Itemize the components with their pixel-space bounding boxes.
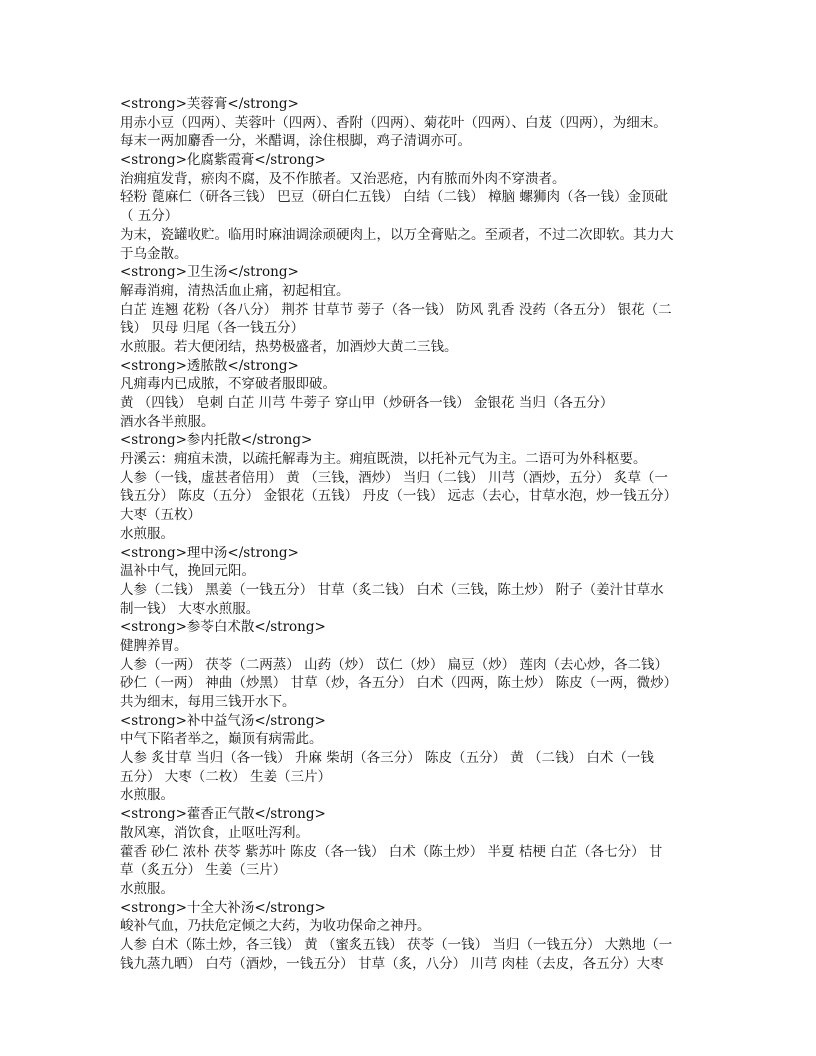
text-line: 白芷 连翘 花粉（各八分） 荆芥 甘草节 蒡子（各一钱） 防风 乳香 没药（各五分） 银花（二 [120,301,672,318]
text-line: 钱） 贝母 归尾（各一钱五分） [120,320,305,337]
text-line: 人参 白术（陈土炒，各三钱） 黄 （蜜炙五钱） 茯苓（一钱） 当归（一钱五分） 大熟地（一 [120,936,673,953]
text-line: 散风寒，消饮食，止呕吐泻利。 [120,824,309,841]
recipe-heading: <strong>参内托散</strong> [120,432,313,449]
recipe-heading: <strong>补中益气汤</strong> [120,712,326,729]
recipe-heading: <strong>藿香正气散</strong> [120,806,326,823]
text-line: 水煎服。 [120,880,174,897]
text-line: 水煎服。 [120,787,174,804]
text-line: （ 五分） [120,208,179,225]
recipe-heading: <strong>芙蓉膏</strong> [120,96,299,112]
text-line: 治痈疽发背，瘀肉不腐，及不作脓者。又治恶疮，内有脓而外肉不穿溃者。 [120,170,566,187]
text-line: 轻粉 蓖麻仁（研各三钱） 巴豆（研白仁五钱） 白结（二钱） 樟脑 螺狮肉（各一钱）金顶砒 [120,189,668,206]
text-line: 水煎服。若大便闭结，热势极盛者，加酒炒大黄二三钱。 [120,338,458,355]
text-line: 制一钱） 大枣水煎服。 [120,600,260,617]
text-line: 解毒消痈，清热活血止痛，初起相宜。 [120,282,350,299]
recipe-heading: <strong>参苓白术散</strong> [120,619,326,636]
recipe-heading: <strong>十全大补汤</strong> [120,899,326,916]
document-body [120,95,710,973]
text-line: 共为细末，每用三钱开水下。 [120,694,296,710]
text-line: 健脾养胃。 [120,637,188,654]
text-line: 丹溪云：痈疽未溃，以疏托解毒为主。痈疽既溃，以托补元气为主。二语可为外科枢要。 [120,451,647,468]
recipe-heading: <strong>卫生汤</strong> [120,264,299,281]
text-line: 人参（一钱，虚甚者倍用） 黄 （三钱，酒炒） 当归（二钱） 川芎（酒炒，五分） 炙草（一 [120,469,668,486]
text-line: 为末，瓷罐收贮。临用时麻油调涂顽硬肉上，以万全膏贴之。至顽者，不过二次即软。其力大 [120,226,674,243]
text-line: 人参（一两） 茯苓（二两蒸） 山药（炒） 苡仁（炒） 扁豆（炒） 莲肉（去心炒，各二钱） [120,656,668,673]
text-line: 水煎服。 [120,525,174,542]
text-line: 温补中气，挽回元阳。 [120,563,255,580]
recipe-heading: <strong>化腐紫霞膏</strong> [120,152,326,169]
recipe-heading: <strong>理中汤</strong> [120,544,299,561]
text-line: 五分） 大枣（二枚） 生姜（三片） [120,768,332,785]
text-line: 藿香 砂仁 浓朴 茯苓 紫苏叶 陈皮（各一钱） 白术（陈土炒） 半夏 桔梗 白芷（各七分） 甘 [120,843,663,860]
text-line: 于乌金散。 [120,245,188,262]
text-line: 峻补气血，乃扶危定倾之大药，为收功保命之神丹。 [120,918,431,935]
text-line: 用赤小豆（四两）、芙蓉叶（四两）、香附（四两）、菊花叶（四两）、白芨（四两），为细末。 [120,114,667,131]
recipe-heading: <strong>透脓散</strong> [120,357,299,374]
text-line: 黄 （四钱） 皂刺 白芷 川芎 牛蒡子 穿山甲（炒研各一钱） 金银花 当归（各五分） [120,395,614,411]
text-line: 大枣（五枚） [120,507,201,524]
text-line: 人参 炙甘草 当归（各一钱） 升麻 柴胡（各三分） 陈皮（五分） 黄 （二钱） 白术（一钱 [120,750,654,767]
text-line: 凡痈毒内已成脓，不穿破者服即破。 [120,376,336,393]
text-line: 每末一两加麝香一分，米醋调，涂住根脚，鸡子清调亦可。 [120,133,471,150]
text-line: 砂仁（一两） 神曲（炒黑） 甘草（炒，各五分） 白术（四两，陈土炒） 陈皮（一两，微炒） [120,675,678,692]
text-line: 酒水各半煎服。 [120,413,215,430]
text-line: 钱五分） 陈皮（五分） 金银花（五钱） 丹皮（一钱） 远志（去心，甘草水泡，炒一钱五分） [120,488,678,505]
text-line: 钱九蒸九晒） 白芍（酒炒，一钱五分） 甘草（炙，八分） 川芎 肉桂（去皮，各五分）大枣 [120,955,664,972]
text-line: 中气下陷者举之，巅顶有病需此。 [120,731,323,748]
text-line: 草（炙五分） 生姜（三片） [120,862,287,879]
text-line: 人参（二钱） 黑姜（一钱五分） 甘草（炙二钱） 白术（三钱，陈土炒） 附子（姜汁甘草水 [120,581,664,598]
